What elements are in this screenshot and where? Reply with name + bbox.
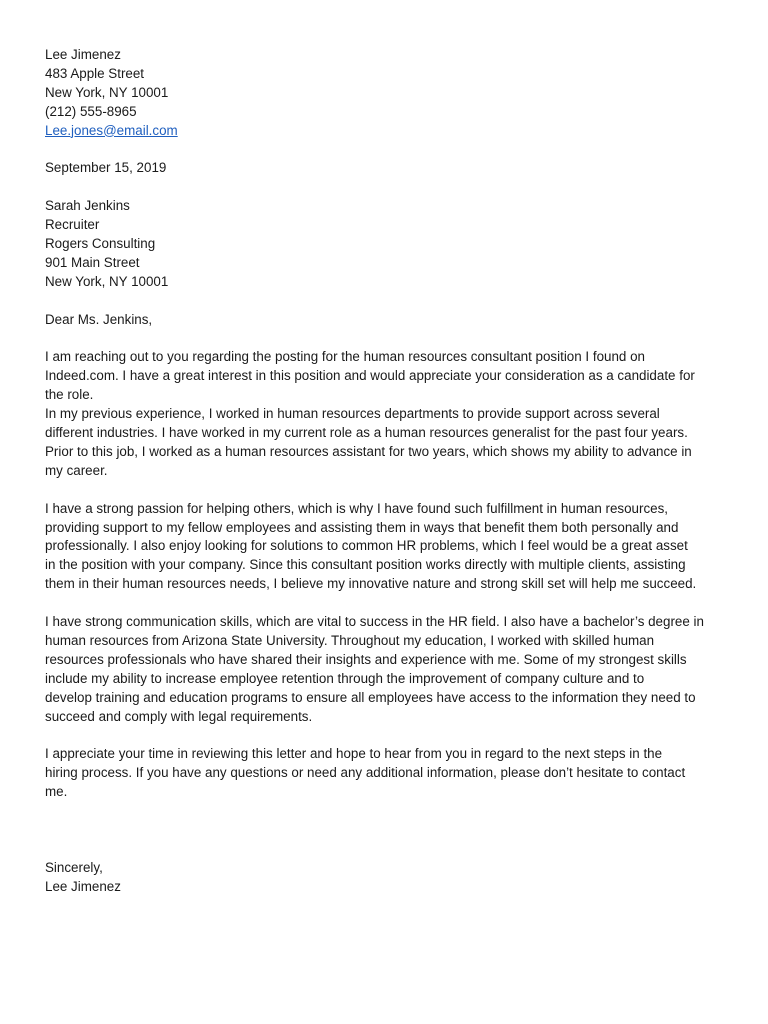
paragraph-line: Indeed.com. I have a great interest in this position and would appreciate your consideration as a candidate for <box>45 368 695 384</box>
paragraph-line: professionally. I also enjoy looking for solutions to common HR problems, which I feel would be a great asset <box>45 538 688 554</box>
sender-phone: (212) 555-8965 <box>45 103 137 119</box>
paragraph-line: them in their human resources needs, I believe my innovative nature and strong skill set will help me succeed. <box>45 576 697 592</box>
sender-city-state-zip: New York, NY 10001 <box>45 84 169 100</box>
paragraph-line: succeed and comply with legal requirements. <box>45 708 313 724</box>
paragraph-line: I appreciate your time in reviewing this letter and hope to hear from you in regard to the next steps in the <box>45 746 663 762</box>
sender-email-link[interactable]: Lee.jones@email.com <box>45 122 178 138</box>
recipient-street: 901 Main Street <box>45 254 140 270</box>
paragraph-line: hiring process. If you have any questions or need any additional information, please don’t hesitate to contact <box>45 765 686 781</box>
paragraph-line: In my previous experience, I worked in human resources departments to provide support across several <box>45 406 660 422</box>
paragraph-line: I have a strong passion for helping others, which is why I have found such fulfillment in human resources, <box>45 500 668 516</box>
paragraph-line: include my ability to increase employee retention through the improvement of company culture and to <box>45 670 645 686</box>
letter-date: September 15, 2019 <box>45 160 167 176</box>
paragraph-line: Prior to this job, I worked as a human resources assistant for two years, which shows my ability to advance in <box>45 443 692 459</box>
paragraph-line: develop training and education programs to ensure all employees have access to the information they need to <box>45 689 696 705</box>
sender-address-block <box>45 46 728 141</box>
paragraph-line: resources professionals who have shared their insights and experience with me. Some of my strongest skills <box>45 651 687 667</box>
sender-street: 483 Apple Street <box>45 65 145 81</box>
recipient-name: Sarah Jenkins <box>45 198 130 214</box>
paragraph-line: in the position with your company. Since this consultant position works directly with multiple clients, assisting <box>45 557 686 573</box>
body-paragraph-3 <box>45 613 728 726</box>
signature-name: Lee Jimenez <box>45 878 121 894</box>
paragraph-line: my career. <box>45 462 108 478</box>
recipient-address-block <box>45 197 728 292</box>
paragraph-line: providing support to my fellow employees and assisting them in ways that benefit them both personally and <box>45 519 679 535</box>
closing-block <box>45 859 728 897</box>
recipient-city-state-zip: New York, NY 10001 <box>45 273 169 289</box>
paragraph-line: I have strong communication skills, which are vital to success in the HR field. I also have a bachelor’s degree in <box>45 614 704 630</box>
paragraph-line: human resources from Arizona State University. Throughout my education, I worked with skilled human <box>45 633 655 648</box>
body-paragraph-2 <box>45 500 728 595</box>
sender-name: Lee Jimenez <box>45 47 121 62</box>
closing: Sincerely, <box>45 859 103 875</box>
body-paragraph-4 <box>45 745 728 802</box>
body-paragraph-1 <box>45 348 728 480</box>
paragraph-line: different industries. I have worked in my current role as a human resources generalist for the past four years. <box>45 425 688 441</box>
paragraph-line: I am reaching out to you regarding the posting for the human resources consultant position I found on <box>45 349 645 365</box>
paragraph-line: the role. <box>45 387 94 403</box>
recipient-company: Rogers Consulting <box>45 236 156 252</box>
recipient-title: Recruiter <box>45 217 100 233</box>
paragraph-line: me. <box>45 784 68 800</box>
salutation: Dear Ms. Jenkins, <box>45 311 153 327</box>
